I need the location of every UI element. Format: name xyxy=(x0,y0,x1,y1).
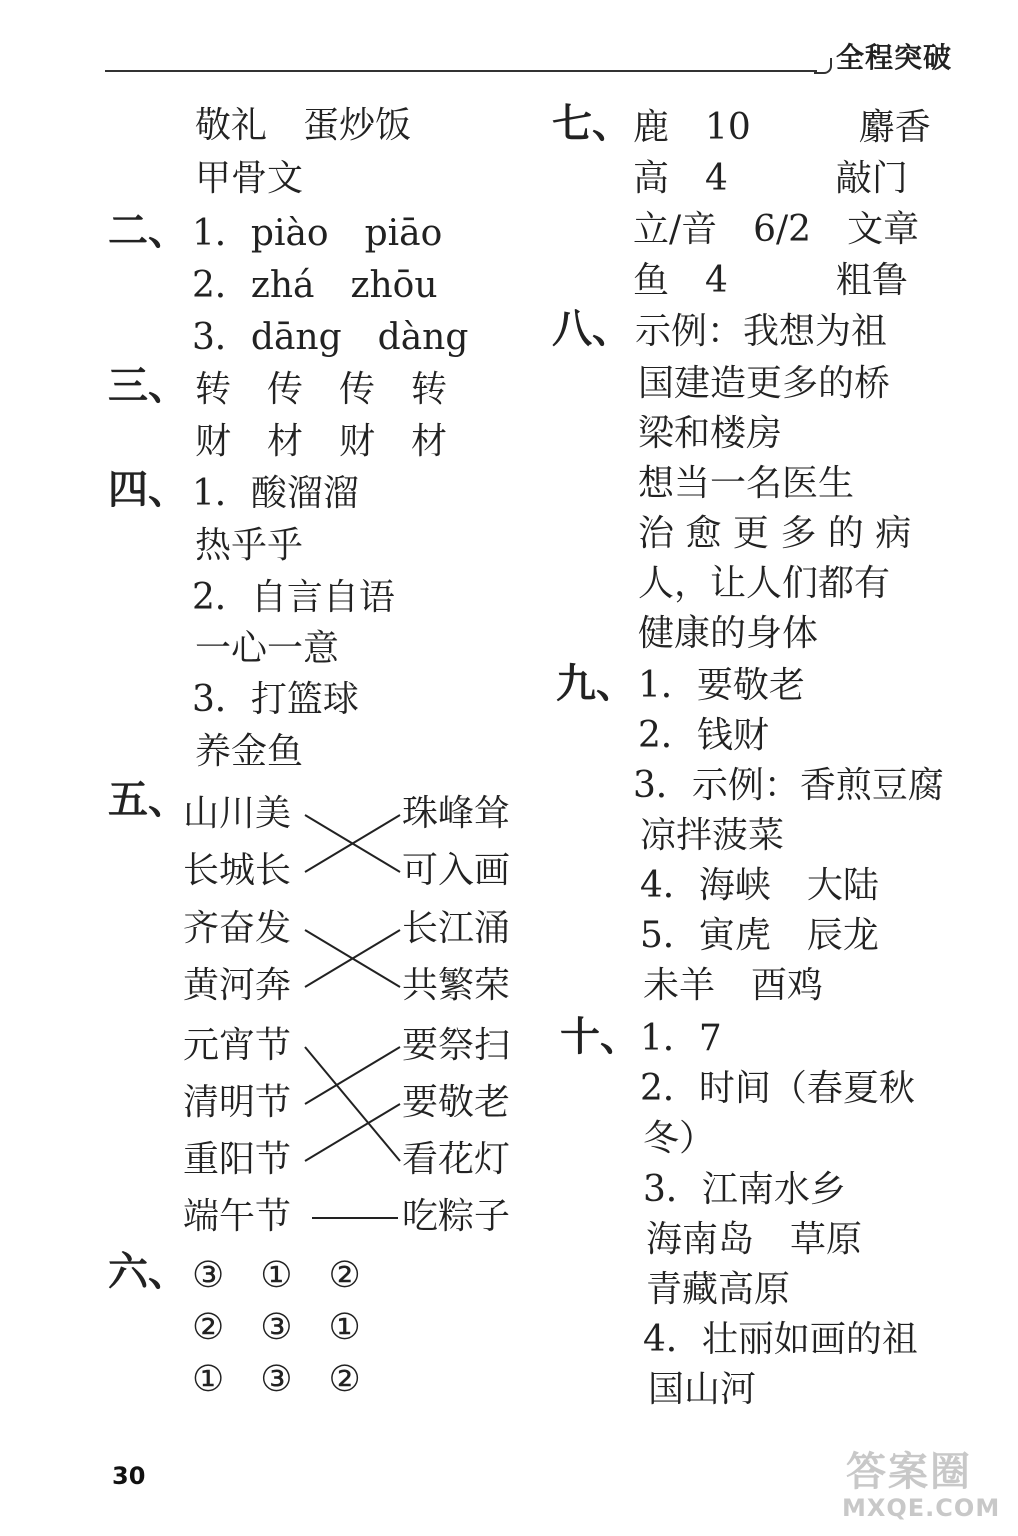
answer-line: 财 材 财 材 xyxy=(195,421,448,462)
answer-line: 3．江南水乡 xyxy=(643,1169,846,1210)
answer-line: 一心一意 xyxy=(195,628,340,669)
answer-line: 未羊 酉鸡 xyxy=(643,965,824,1006)
answer-line: 国山河 xyxy=(648,1369,757,1410)
circled-answer-row: ② ③ ① xyxy=(192,1307,361,1348)
watermark-url: MXQE.COM xyxy=(842,1494,1001,1522)
watermark-logo-text: 答案圈 xyxy=(846,1449,972,1495)
section-marker-8: 八、 xyxy=(552,305,632,352)
answer-line: 4．壮丽如画的祖 xyxy=(643,1319,918,1360)
match-left-item: 长城长 xyxy=(183,850,292,891)
section-marker-7: 七、 xyxy=(552,100,632,147)
match-left-item: 齐奋发 xyxy=(183,908,292,949)
answer-line: 4．海峡 大陆 xyxy=(640,865,879,906)
answer-line: 3．打篮球 xyxy=(192,679,359,720)
match-left-item: 黄河奔 xyxy=(183,965,292,1006)
answer-line: 2．自言自语 xyxy=(192,577,395,618)
section-marker-5: 五、 xyxy=(108,776,188,823)
match-right-item: 看花灯 xyxy=(402,1139,511,1180)
match-left-item: 端午节 xyxy=(183,1196,292,1237)
answer-line: 鱼 4 粗鲁 xyxy=(633,260,908,301)
answer-line: 2．zhá zhōu xyxy=(192,265,438,306)
match-line xyxy=(305,1047,400,1104)
header-rule xyxy=(105,70,817,72)
watermark xyxy=(838,1440,1008,1530)
section-marker-3: 三、 xyxy=(108,362,188,409)
match-right-item: 要祭扫 xyxy=(402,1025,511,1066)
answer-line: 凉拌菠菜 xyxy=(640,815,785,856)
match-right-item: 吃粽子 xyxy=(402,1196,511,1237)
match-line xyxy=(305,815,400,872)
section-marker-6: 六、 xyxy=(108,1248,188,1295)
answer-line: 青藏高原 xyxy=(646,1269,791,1310)
answer-line: 养金鱼 xyxy=(195,731,304,772)
answer-line: 2．钱财 xyxy=(638,715,769,756)
section-marker-4: 四、 xyxy=(108,466,188,513)
match-left-item: 清明节 xyxy=(183,1082,292,1123)
answer-line: 1．要敬老 xyxy=(638,665,805,706)
match-line xyxy=(305,815,400,872)
match-line xyxy=(305,930,400,987)
answer-line: 5．寅虎 辰龙 xyxy=(640,915,879,956)
circled-answer-row: ③ ① ② xyxy=(192,1255,361,1296)
answer-line: 冬） xyxy=(643,1118,716,1159)
answer-line: 立/音 6/2 文章 xyxy=(633,209,920,250)
answer-line: 热乎乎 xyxy=(195,525,304,566)
answer-line: 3．dāng dàng xyxy=(192,317,469,358)
answer-line: 健康的身体 xyxy=(638,613,819,654)
answer-line: 想当一名医生 xyxy=(638,463,855,504)
match-right-item: 可入画 xyxy=(402,850,511,891)
match-left-item: 元宵节 xyxy=(183,1025,292,1066)
match-line xyxy=(305,930,400,987)
answer-line: 敬礼 蛋炒饭 xyxy=(195,105,412,146)
page-header-title: 全程突破 xyxy=(836,41,953,74)
match-line xyxy=(305,1047,400,1161)
answer-line: 示例：我想为祖 xyxy=(635,311,888,352)
section-marker-2: 二、 xyxy=(108,207,188,254)
answer-line: 国建造更多的桥 xyxy=(638,363,891,404)
answer-line: 人，让人们都有 xyxy=(638,563,891,604)
match-right-item: 长江涌 xyxy=(402,908,511,949)
answer-line: 1．7 xyxy=(640,1018,722,1059)
answer-line: 海南岛 草原 xyxy=(646,1219,863,1260)
answer-line: 鹿 10 麝香 xyxy=(633,107,931,148)
page-number: 30 xyxy=(112,1462,146,1490)
answer-line: 2．时间（春夏秋 xyxy=(640,1068,915,1109)
match-right-item: 要敬老 xyxy=(402,1082,511,1123)
answer-line: 治 愈 更 多 的 病 xyxy=(638,513,912,554)
section-marker-9: 九、 xyxy=(556,660,636,707)
header-rule-end xyxy=(814,58,832,74)
answer-line: 梁和楼房 xyxy=(638,413,783,454)
section-marker-10: 十、 xyxy=(560,1013,640,1060)
answer-line: 高 4 敲门 xyxy=(633,158,908,199)
match-left-item: 山川美 xyxy=(183,793,292,834)
answer-line: 甲骨文 xyxy=(195,158,304,199)
circled-answer-row: ① ③ ② xyxy=(192,1359,361,1400)
match-right-item: 共繁荣 xyxy=(402,965,511,1006)
answer-line: 1．酸溜溜 xyxy=(192,473,359,514)
match-line xyxy=(305,1104,400,1161)
match-right-item: 珠峰耸 xyxy=(402,793,511,834)
answer-line: 3．示例：香煎豆腐 xyxy=(633,765,944,806)
answer-line: 1．piào piāo xyxy=(192,213,443,254)
match-left-item: 重阳节 xyxy=(183,1139,292,1180)
answer-line: 转 传 传 转 xyxy=(195,369,448,410)
